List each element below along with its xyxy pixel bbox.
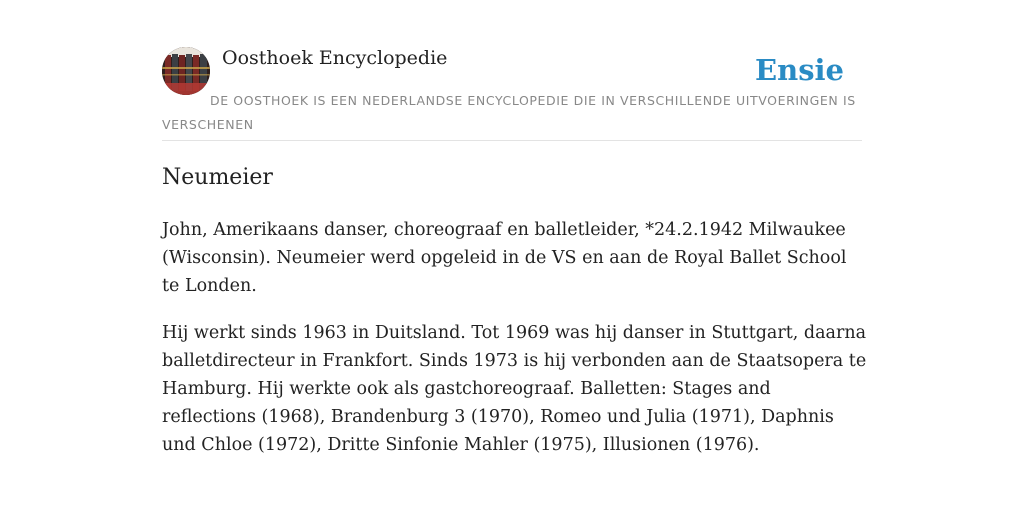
entry-content: [162, 160, 868, 459]
entry-paragraph-2: Hij werkt sinds 1963 in Duitsland. Tot 1969 was hij danser in Stuttgart, daarna balletdirecteur in Frankfort. Sinds 1973 is hij verbonden aan de Staatsopera te Hamburg. Hij werkte ook als gastchoreograaf. Balletten: Stages and reflections (1968), Brandenburg 3 (1970), Romeo und Julia (1971), Daphnis und Chloe (1972), Dritte Sinfonie Mahler (1975), Illusionen (1976).: [162, 323, 867, 455]
entry-title: Neumeier: [162, 165, 273, 190]
site-tagline: DE OOSTHOEK IS EEN NEDERLANDSE ENCYCLOPEDIE DIE IN VERSCHILLENDE UITVOERINGEN IS VERSCHENEN: [162, 93, 856, 132]
entry-paragraph-1: John, Amerikaans danser, choreograaf en balletleider, *24.2.1942 Milwaukee (Wisconsin). Neumeier werd opgeleid in de VS en aan de Royal Ballet School te Londen.: [162, 220, 847, 296]
site-header: [162, 46, 862, 141]
site-title[interactable]: Oosthoek Encyclopedie: [222, 47, 448, 69]
encyclopedia-books-icon[interactable]: [162, 47, 210, 95]
brand-logo[interactable]: Ensie: [755, 53, 844, 87]
